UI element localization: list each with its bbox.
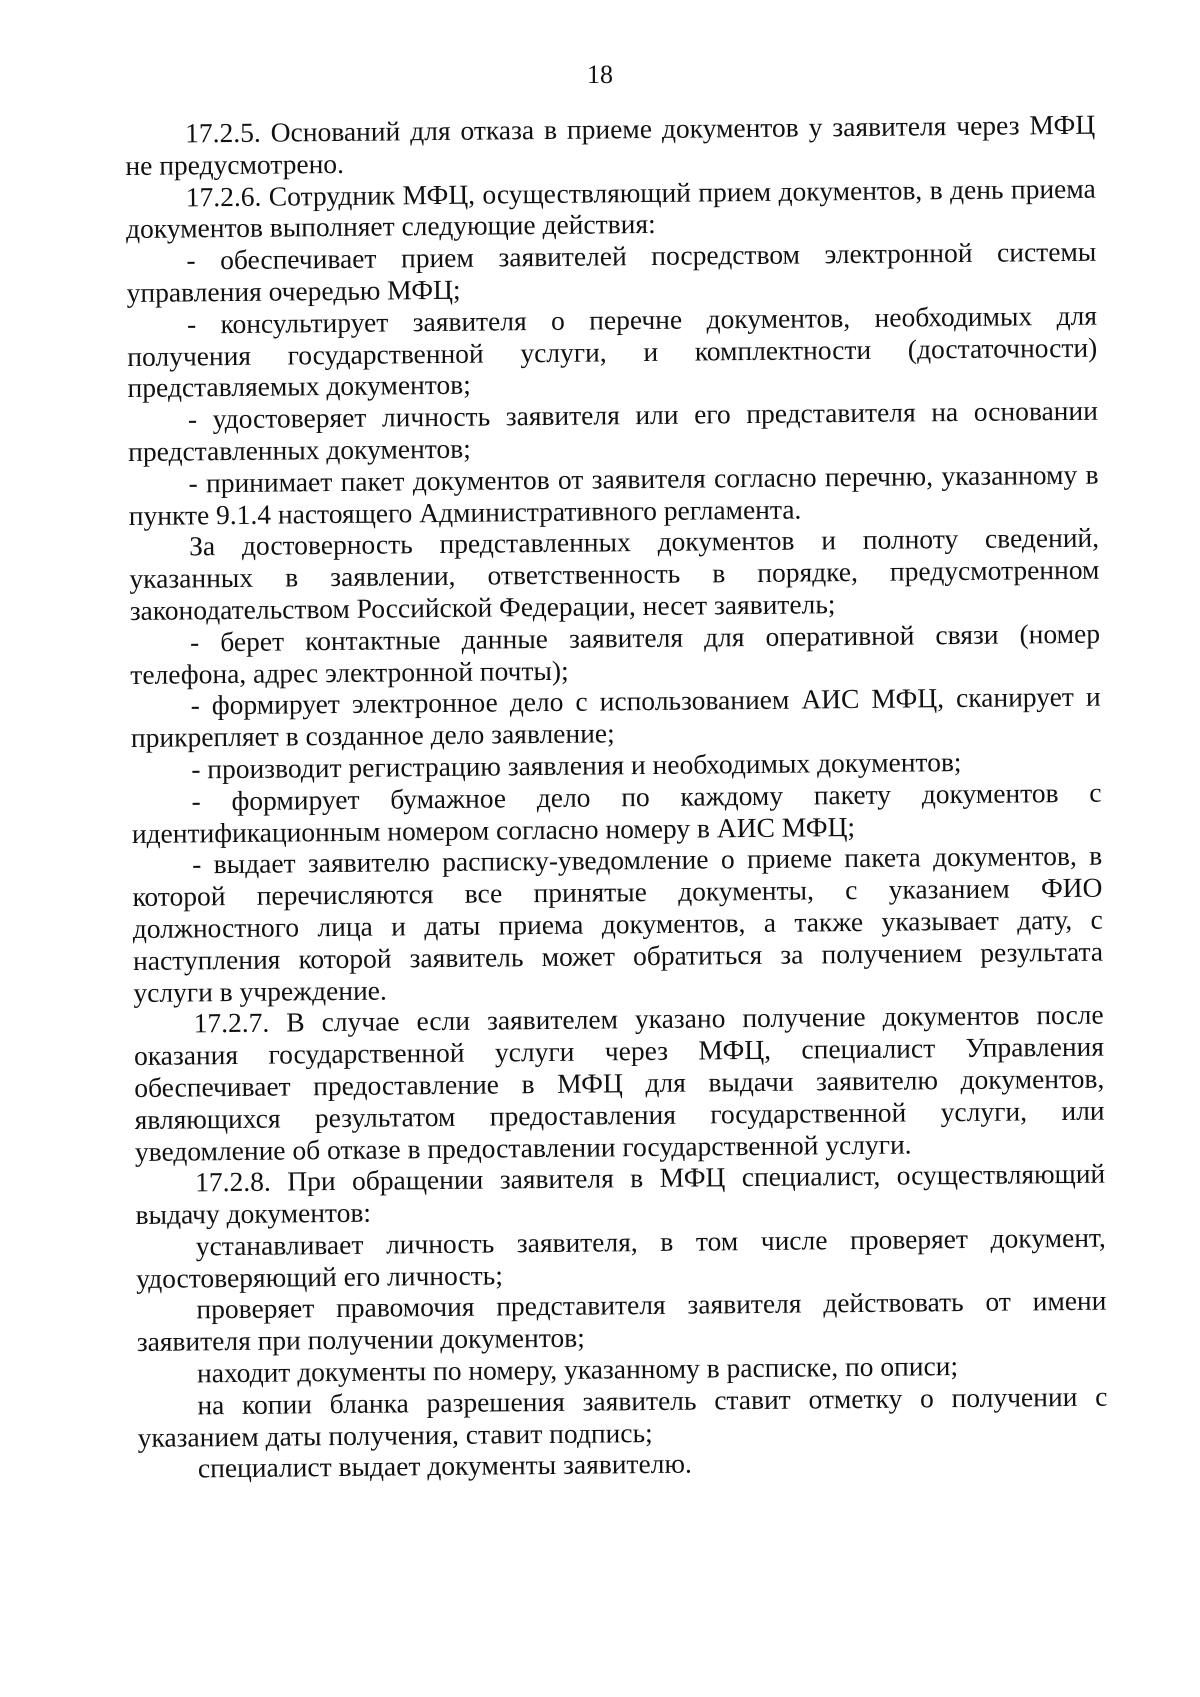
list-item-contacts: - берет контактные данные заявителя для оперативной связи (номер телефона, адрес электронной почты); [130, 617, 1101, 690]
paragraph-17-2-6: 17.2.6. Сотрудник МФЦ, осуществляющий прием документов, в день приема документов выполняет следующие действия: [125, 172, 1096, 245]
list-item-signature: на копии бланка разрешения заявитель ставит отметку о получении с указанием даты получения, ставит подпись; [137, 1380, 1108, 1453]
list-item-verify-authority: проверяет правомочия представителя заявителя действовать от имени заявителя при получении документов; [136, 1285, 1107, 1358]
list-item-queue: - обеспечивает прием заявителей посредством электронной системы управления очередью МФЦ; [126, 235, 1097, 308]
list-item-receipt: - выдает заявителю расписку-уведомление о приеме пакета документов, в которой перечисляются все принятые документы, с указанием ФИО должностного лица и даты приема документов, а также указывает дату, с наступления которой заявитель может обратиться за получением результата услуги в учреждение. [132, 839, 1104, 1008]
list-item-registration: - производит регистрацию заявления и необходимых документов; [191, 745, 962, 785]
list-item-issue-documents: специалист выдает документы заявителю. [197, 1448, 692, 1484]
list-item-identity: - удостоверяет личность заявителя или его представителя на основании представленных документов; [128, 394, 1098, 467]
paragraph-17-2-5: 17.2.5. Оснований для отказа в приеме документов у заявителя через МФЦ не предусмотрено. [125, 108, 1096, 181]
list-item-find-documents: находит документы по номеру, указанному в расписке, по описи; [196, 1350, 959, 1389]
paragraph-responsibility: За достоверность представленных документов и полноту сведений, указанных в заявлении, ответственность в порядке, предусмотренном законодательством Российской Федерации, несет заявитель; [129, 522, 1100, 626]
list-item-electronic-case: - формирует электронное дело с использованием АИС МФЦ, сканирует и прикрепляет в созданное дело заявление; [130, 681, 1101, 754]
list-item-paper-case: - формирует бумажное дело по каждому пакету документов с идентификационным номером согласно номеру в АИС МФЦ; [131, 776, 1102, 849]
paragraph-17-2-7: 17.2.7. В случае если заявителем указано получение документов после оказания государственной услуги через МФЦ, специалист Управления обеспечивает предоставление в МФЦ для выдачи заявителю документов, являющихся результатом предоставления государственной услуги, или уведомление об отказе в предоставлении государственной услуги. [133, 998, 1105, 1167]
list-item-consult: - консультирует заявителя о перечне документов, необходимых для получения государственной услуги, и комплектности (достаточности) представляемых документов; [127, 299, 1098, 404]
document-body [125, 109, 1108, 1486]
list-item-verify-identity: устанавливает личность заявителя, в том числе проверяет документ, удостоверяющий его личность; [135, 1221, 1106, 1294]
list-item-accept-package: - принимает пакет документов от заявителя согласно перечню, указанному в пункте 9.1.4 настоящего Административного регламента. [128, 458, 1099, 531]
page-number: 18 [587, 60, 613, 89]
paragraph-17-2-8: 17.2.8. При обращении заявителя в МФЦ специалист, осуществляющий выдачу документов: [135, 1157, 1106, 1231]
